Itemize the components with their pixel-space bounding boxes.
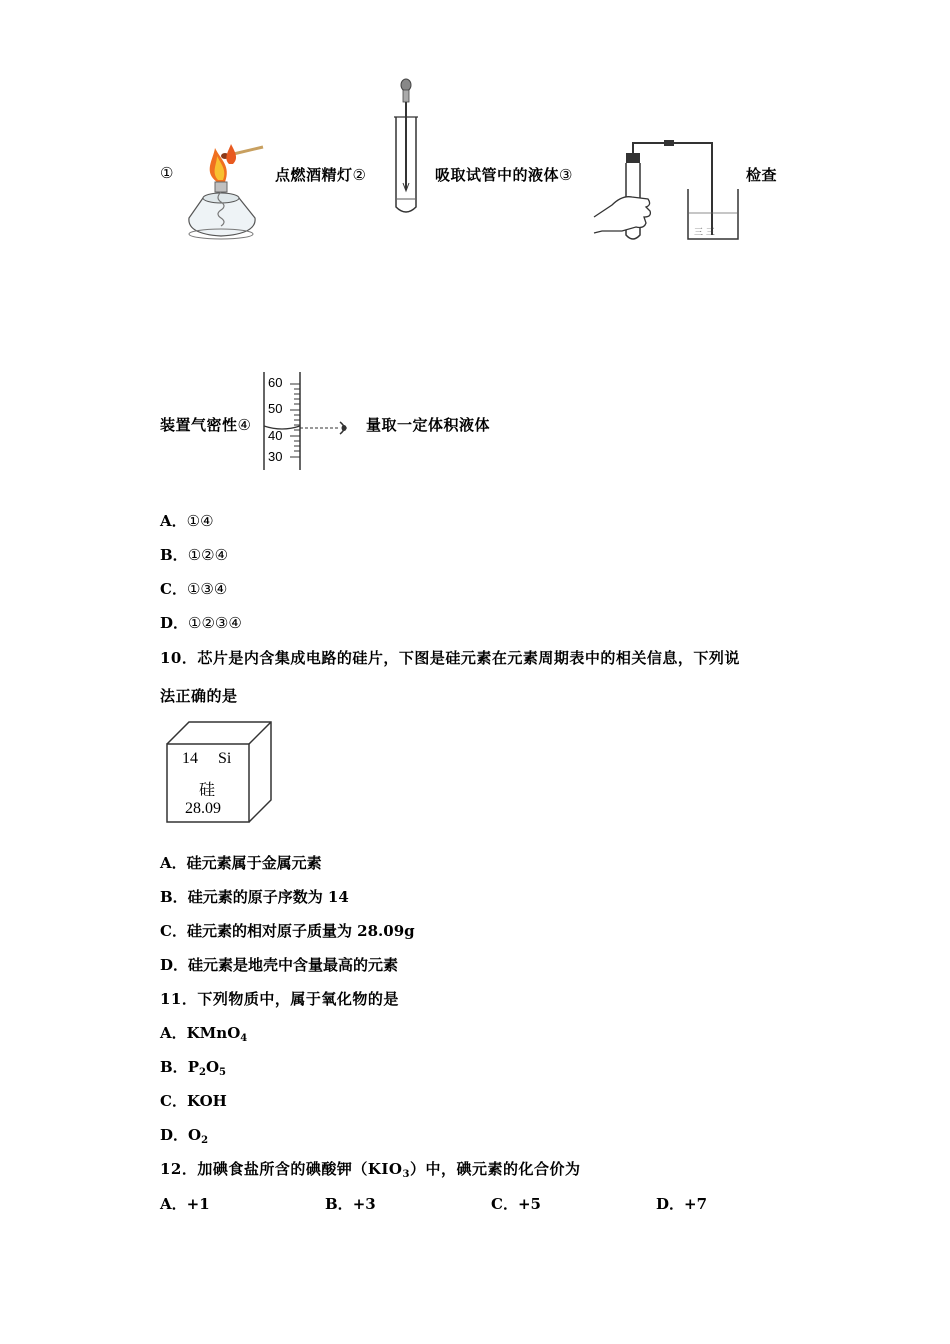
q10-option-d[interactable]: D．硅元素是地壳中含量最高的元素 bbox=[160, 956, 399, 974]
cylinder-tick-60: 60 bbox=[268, 375, 283, 390]
step3-label-end: 装置气密性④ bbox=[160, 416, 252, 434]
cylinder-tick-50: 50 bbox=[268, 401, 283, 416]
q12-option-a[interactable]: A．+1 bbox=[160, 1195, 210, 1213]
step1-label: 点燃酒精灯② bbox=[275, 166, 367, 184]
q10-option-a[interactable]: A．硅元素属于金属元素 bbox=[160, 854, 322, 872]
q12-option-b[interactable]: B．+3 bbox=[325, 1195, 376, 1213]
q9-option-b[interactable]: B．①②④ bbox=[160, 546, 229, 564]
element-name: 硅 bbox=[199, 780, 216, 799]
svg-text:三 三: 三 三 bbox=[694, 228, 715, 238]
q10-option-b[interactable]: B．硅元素的原子序数为 14 bbox=[160, 888, 349, 906]
element-mass: 28.09 bbox=[185, 800, 221, 817]
airtightness-check-figure bbox=[592, 135, 742, 247]
q9-option-c[interactable]: C．①③④ bbox=[160, 580, 228, 598]
q11-option-c[interactable]: C．KOH bbox=[160, 1092, 227, 1110]
q10-stem-line1: 10．芯片是内含集成电路的硅片，下图是硅元素在元素周期表中的相关信息，下列说 bbox=[160, 649, 740, 667]
q11-option-a[interactable]: A．KMnO$_4$ bbox=[160, 1024, 248, 1044]
q12-option-d[interactable]: D．+7 bbox=[656, 1195, 708, 1213]
q9-option-d[interactable]: D．①②③④ bbox=[160, 614, 242, 632]
step3-label-start: 检查 bbox=[746, 166, 778, 184]
step4-label: 量取一定体积液体 bbox=[366, 416, 491, 434]
q12-option-c[interactable]: C．+5 bbox=[491, 1195, 541, 1213]
q9-option-a[interactable]: A．①④ bbox=[160, 512, 214, 530]
alcohol-lamp-figure bbox=[185, 138, 275, 243]
cylinder-tick-30: 30 bbox=[268, 449, 283, 464]
element-symbol: Si bbox=[218, 750, 232, 767]
q11-option-b[interactable]: B．$P_2O_5$ bbox=[160, 1058, 226, 1078]
q10-option-c[interactable]: C．硅元素的相对原子质量为 28.09g bbox=[160, 922, 415, 940]
q11-option-d[interactable]: D．$O_2$ bbox=[160, 1126, 209, 1146]
element-number: 14 bbox=[182, 750, 198, 767]
cylinder-tick-40: 40 bbox=[268, 428, 283, 443]
q12-stem: 12．加碘食盐所含的碘酸钾$(KIO_3)$中，碘元素的化合价为 bbox=[160, 1160, 581, 1180]
dropper-test-tube-figure bbox=[388, 75, 424, 225]
q11-stem: 11．下列物质中，属于氧化物的是 bbox=[160, 990, 399, 1008]
step2-label: 吸取试管中的液体③ bbox=[435, 166, 573, 184]
circle-mark-1: ① bbox=[160, 164, 174, 182]
q10-stem-line2: 法正确的是 bbox=[160, 687, 238, 705]
